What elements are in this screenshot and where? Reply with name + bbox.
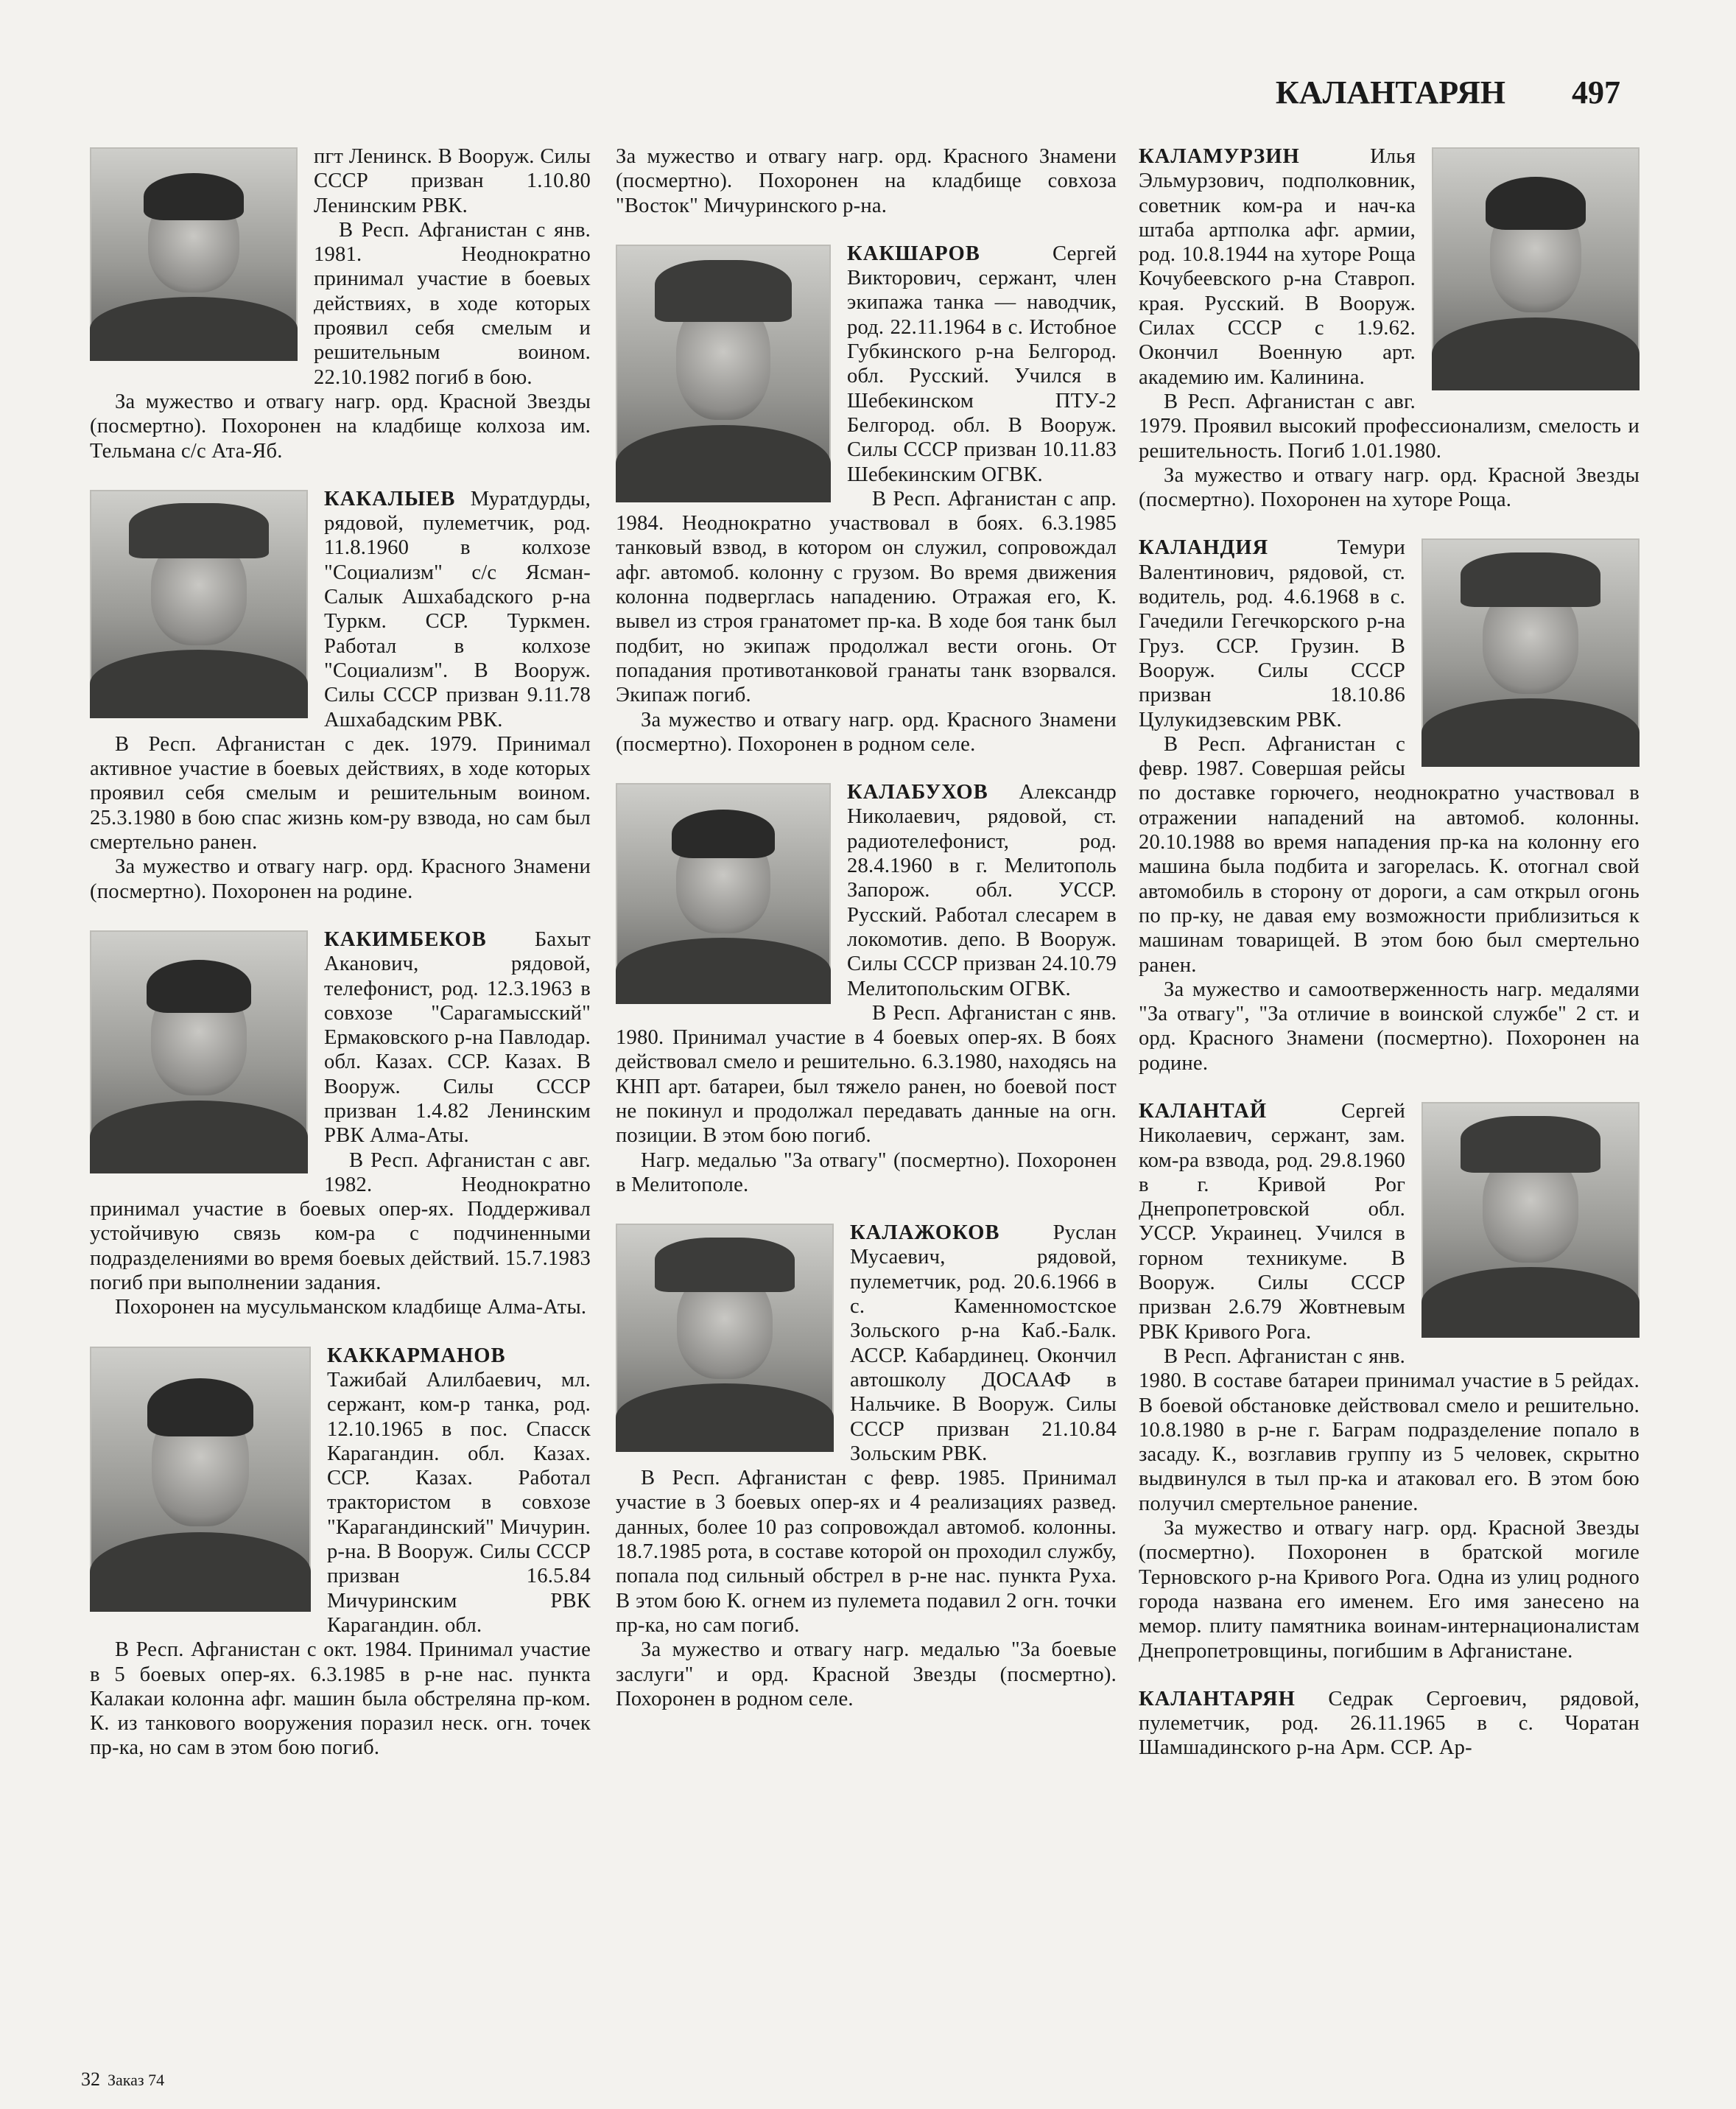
biography-entry [90,144,591,463]
entry-paragraph [616,1148,1117,1198]
entry-text: За мужество и отвагу нагр. орд. Красной Звезды (посмертно). Похоронен в братской могиле Терновского р-на Кривого Рога. Одна из улиц родного города названа его именем. Его имя занесено на мемор. плиту памятника воинам-интернационалистам Днепропетровщины, погибшим в Афганистане. [1139,1517,1640,1663]
entry-paragraph [616,1001,1117,1148]
entry-text: Руслан Мусаевич, рядовой, пулеметчик, род. 20.6.1966 в с. Каменномостское Зольского р-на Каб.-Балк. АССР. Кабардинец. Окончил автошколу ДОСААФ в Нальчике. В Вооруж. Силы СССР призван 21.10.84 Зольским РВК. [850,1221,1117,1465]
entry-text: В Респ. Афганистан с дек. 1979. Принимал активное участие в боевых действиях, в ходе которых проявил себя смелым и решительным воином. 25.3.1980 в бою спас жизнь ком-ру взвода, но сам был смертельно ранен. [90,732,591,855]
biography-entry [90,927,591,1320]
entry-text: Муратдурды, рядовой, пулеметчик, род. 11.8.1960 в колхозе "Социализм" с/с Ясман-Салык Ашхабадского р-на Туркм. ССР. Туркмен. Работал в колхозе "Социализм". В Вооруж. Силы СССР призван 9.11.78 Ашхабадским РВК. [324,487,591,731]
entry-surname: КАЛАНТАРЯН [1139,1687,1296,1710]
entry-text: Александр Николаевич, рядовой, ст. радиотелефонист, род. 28.4.1960 в г. Мелитополь Запорож. обл. УССР. Русский. Работал слесарем в локомотив. депо. В Вооруж. Силы СССР призван 24.10.79 Мелитопольским ОГВК. [847,781,1117,1000]
entry-text: В Респ. Афганистан с февр. 1987. Совершая рейсы по доставке горючего, неоднократно участвовал в отражении нападений на автомоб. колонны. 20.10.1988 во время нападения пр-ка на колонну его машина была подбита и загорелась. К. отогнал свой автомобиль в сторону от дороги, а сам открыл огонь по пр-ку, не давая ему возможности приблизиться к машинам товарищей. В этом бою был смертельно ранен. [1139,732,1640,977]
entry-text: За мужество и отвагу нагр. орд. Красного Знамени (посмертно). Похоронен в родном селе. [616,708,1117,756]
portrait-photo [1422,538,1640,767]
entry-paragraph [1139,1344,1640,1516]
entry-paragraph [616,1638,1117,1711]
biography-entry [90,1344,591,1761]
column-2 [616,144,1117,1735]
portrait-photo [616,1224,834,1452]
entry-text: Похоронен на мусульманском кладбище Алма-Аты. [115,1296,587,1319]
entry-text: За мужество и самоотверженность нагр. медалями "За отвагу", "За отличие в воинской службе" 2 ст. и орд. Красного Знамени (посмертно). Похоронен на родине. [1139,978,1640,1075]
entry-surname: КАКАЛЫЕВ [324,487,456,510]
biography-entry [616,780,1117,1197]
entry-paragraph [90,732,591,855]
entry-surname: КАККАРМАНОВ [327,1344,506,1367]
portrait-photo [616,245,831,502]
entry-paragraph [1139,390,1640,463]
entry-text: Седрак Сергоевич, рядовой, пулеметчик, род. 26.11.1965 в с. Чоратан Шамшадинского р-на Арм. ССР. Ар- [1139,1687,1640,1760]
entry-text: В Респ. Афганистан с апр. 1984. Неоднократно участвовал в боях. 6.3.1985 танковый взвод, в котором он служил, сопровождал афг. автомоб. колонну с грузом. Во время движения колонна подверглась нападению. Отражая его, К. вывел из строя гранатомет пр-ка. В ходе боя танк был подбит, но экипаж продолжал вести огонь. От попадания противотанковой гранаты танк взорвался. Экипаж погиб. [616,487,1117,707]
biography-entry [616,1221,1117,1711]
entry-surname: КАЛАНТАЙ [1139,1099,1268,1123]
entry-lead-paragraph [1139,1687,1640,1761]
entry-text: За мужество и отвагу нагр. орд. Красной Звезды (посмертно). Похоронен на хуторе Роща. [1139,463,1640,512]
entry-text: Илья Эльмурзович, подполковник, советник ком-ра и нач-ка штаба артполка афг. армии, род. 10.8.1944 на хуторе Роща Кочубеевского р-на Ставроп. края. Русский. В Вооруж. Силах СССР с 1.9.62. Окончил Военную арт. академию им. Калинина. [1139,145,1416,389]
portrait-photo [616,783,831,1004]
entry-paragraph [616,708,1117,757]
biography-entry [1139,536,1640,1075]
biography-entry [616,242,1117,757]
entry-text: Тажибай Алилбаевич, мл. сержант, ком-р танка, род. 12.10.1965 в пос. Спасск Карагандин. обл. Казах. ССР. Казах. Работал трактористом в совхозе "Карагандинский" Мичурин. р-на. В Вооруж. Силы СССР призван 16.5.84 Мичуринским РВК Карагандин. обл. [327,1368,591,1637]
print-order: Заказ 74 [108,2071,165,2089]
entry-paragraph [1139,978,1640,1075]
biography-entry [616,144,1117,218]
entry-paragraph [616,487,1117,708]
portrait-photo [90,147,298,361]
entry-paragraph [90,1295,591,1319]
entry-paragraph [90,390,591,463]
portrait-photo [90,1347,311,1612]
page-number: 497 [1572,74,1620,110]
column-1 [90,144,591,1784]
entry-lead-paragraph [616,144,1117,218]
entry-paragraph [90,1638,591,1760]
entry-surname: КАЛАБУХОВ [847,781,988,804]
entry-text: За мужество и отвагу нагр. орд. Красного Знамени (посмертно). Похоронен на кладбище совхоза "Восток" Мичуринского р-на. [616,145,1117,217]
entry-text: В Респ. Афганистан с авг. 1982. Неоднократно принимал участие в боевых опер-ях. Поддерживал устойчивую связь ком-ра с подчиненными подразделениями во время боевых действий. 15.7.1983 погиб при выполнении задания. [90,1148,591,1295]
running-head [1252,74,1620,125]
signature-number: 32 [81,2068,100,2090]
entry-paragraph [1139,463,1640,513]
entry-text: Сергей Викторович, сержант, член экипажа танка — наводчик, род. 22.11.1964 в с. Истобное Губкинского р-на Белгород. обл. Русский. Учился в Шебекинском ПТУ-2 Белгород. обл. В Вооруж. Силы СССР призван 10.11.83 Шебекинским ОГВК. [847,242,1117,486]
entry-surname: КАКИМБЕКОВ [324,927,487,951]
portrait-photo [90,490,308,718]
entry-paragraph [616,1466,1117,1638]
entry-text: В Респ. Афганистан с авг. 1979. Проявил высокий профессионализм, смелость и решительность. Погиб 1.01.1980. [1139,390,1640,463]
entry-surname: КАЛАЖОКОВ [850,1221,1000,1245]
entry-text: Нагр. медалью "За отвагу" (посмертно). Похоронен в Мелитополе. [616,1148,1117,1196]
column-3 [1139,144,1640,1784]
biography-entry [1139,144,1640,512]
entry-text: За мужество и отвагу нагр. орд. Красной Звезды (посмертно). Похоронен на кладбище колхоза им. Тельмана с/с Ата-Яб. [90,390,591,463]
entry-text: В Респ. Афганистан с янв. 1980. Принимал участие в 4 боевых опер-ях. В боях действовал смело и решительно. 6.3.1980, находясь на КНП арт. батареи, был тяжело ранен, но боевой пост не покинул и продолжал передавать данные на огн. позиции. В этом бою погиб. [616,1001,1117,1148]
biography-entry [1139,1687,1640,1761]
portrait-photo [90,930,308,1173]
entry-text: Сергей Николаевич, сержант, зам. ком-ра взвода, род. 29.8.1960 в г. Кривой Рог Днепропетровской обл. УССР. Украинец. Учился в горном техникуме. В Вооруж. Силы СССР призван 2.6.79 Жовтневым РВК Кривого Рога. [1139,1099,1405,1344]
portrait-photo [1432,147,1640,390]
entry-paragraph [90,855,591,904]
entry-text: пгт Ленинск. В Вооруж. Силы СССР призван 1.10.80 Ленинским РВК. [314,145,591,217]
entry-text: В Респ. Афганистан с янв. 1981. Неоднократно принимал участие в боевых действиях, в ходе которых проявил себя смелым и решительным воином. 22.10.1982 погиб в бою. [314,218,591,389]
entry-text: За мужество и отвагу нагр. медалью "За боевые заслуги" и орд. Красной Звезды (посмертно). Похоронен в родном селе. [616,1638,1117,1710]
entry-surname: КАКШАРОВ [847,242,980,265]
entry-text: В Респ. Афганистан с февр. 1985. Принимал участие в 3 боевых опер-ях и 4 реализациях развед. данных, более 10 раз сопровождал автомоб. колонны. 18.7.1985 рота, в составе которой он проходил службу, попала под сильный обстрел в р-не нас. пункта Руха. В этом бою К. огнем из пулемета подавил 2 огн. точки пр-ка, но сам погиб. [616,1467,1117,1637]
entry-text: За мужество и отвагу нагр. орд. Красного Знамени (посмертно). Похоронен на родине. [90,855,591,903]
biography-entry [90,487,591,904]
biography-entry [1139,1099,1640,1663]
entry-text: В Респ. Афганистан с окт. 1984. Принимал участие в 5 боевых опер-ях. 6.3.1985 в р-не нас. пункта Калакаи колонна афг. машин была обстреляна пр-ком. К. из танкового вооружения поразил неск. огн. точек пр-ка, но сам в этом бою погиб. [90,1638,591,1760]
portrait-photo [1422,1102,1640,1338]
entry-text: Темури Валентинович, рядовой, ст. водитель, род. 4.6.1968 в с. Гачедили Гегечкорского р-на Груз. ССР. Грузин. В Вооруж. Силы СССР призван 18.10.86 Цулукидзевским РВК. [1139,536,1405,731]
entry-paragraph [1139,1516,1640,1663]
entry-surname: КАЛАНДИЯ [1139,536,1269,560]
entry-surname: КАЛАМУРЗИН [1139,145,1300,168]
signature-mark [81,2068,164,2091]
entry-text: Бахыт Аканович, рядовой, телефонист, род. 12.3.1963 в совхозе "Сарагамысский" Ермаковского р-на Павлодар. обл. Казах. ССР. Казах. В Вооруж. Силы СССР призван 1.4.82 Ленинским РВК Алма-Аты. [324,927,591,1148]
running-head-surname: КАЛАНТАРЯН [1275,74,1505,110]
entry-paragraph [1139,732,1640,978]
entry-text: В Респ. Афганистан с янв. 1980. В составе батареи принимал участие в 5 рейдах. В боевой обстановке действовал смело и решительно. 10.8.1980 в р-не г. Баграм подразделение попало в засаду. К., возглавив группу из 5 человек, скрытно выдвинулся в тыл пр-ка и атаковал его. В этом бою получил смертельное ранение. [1139,1344,1640,1515]
